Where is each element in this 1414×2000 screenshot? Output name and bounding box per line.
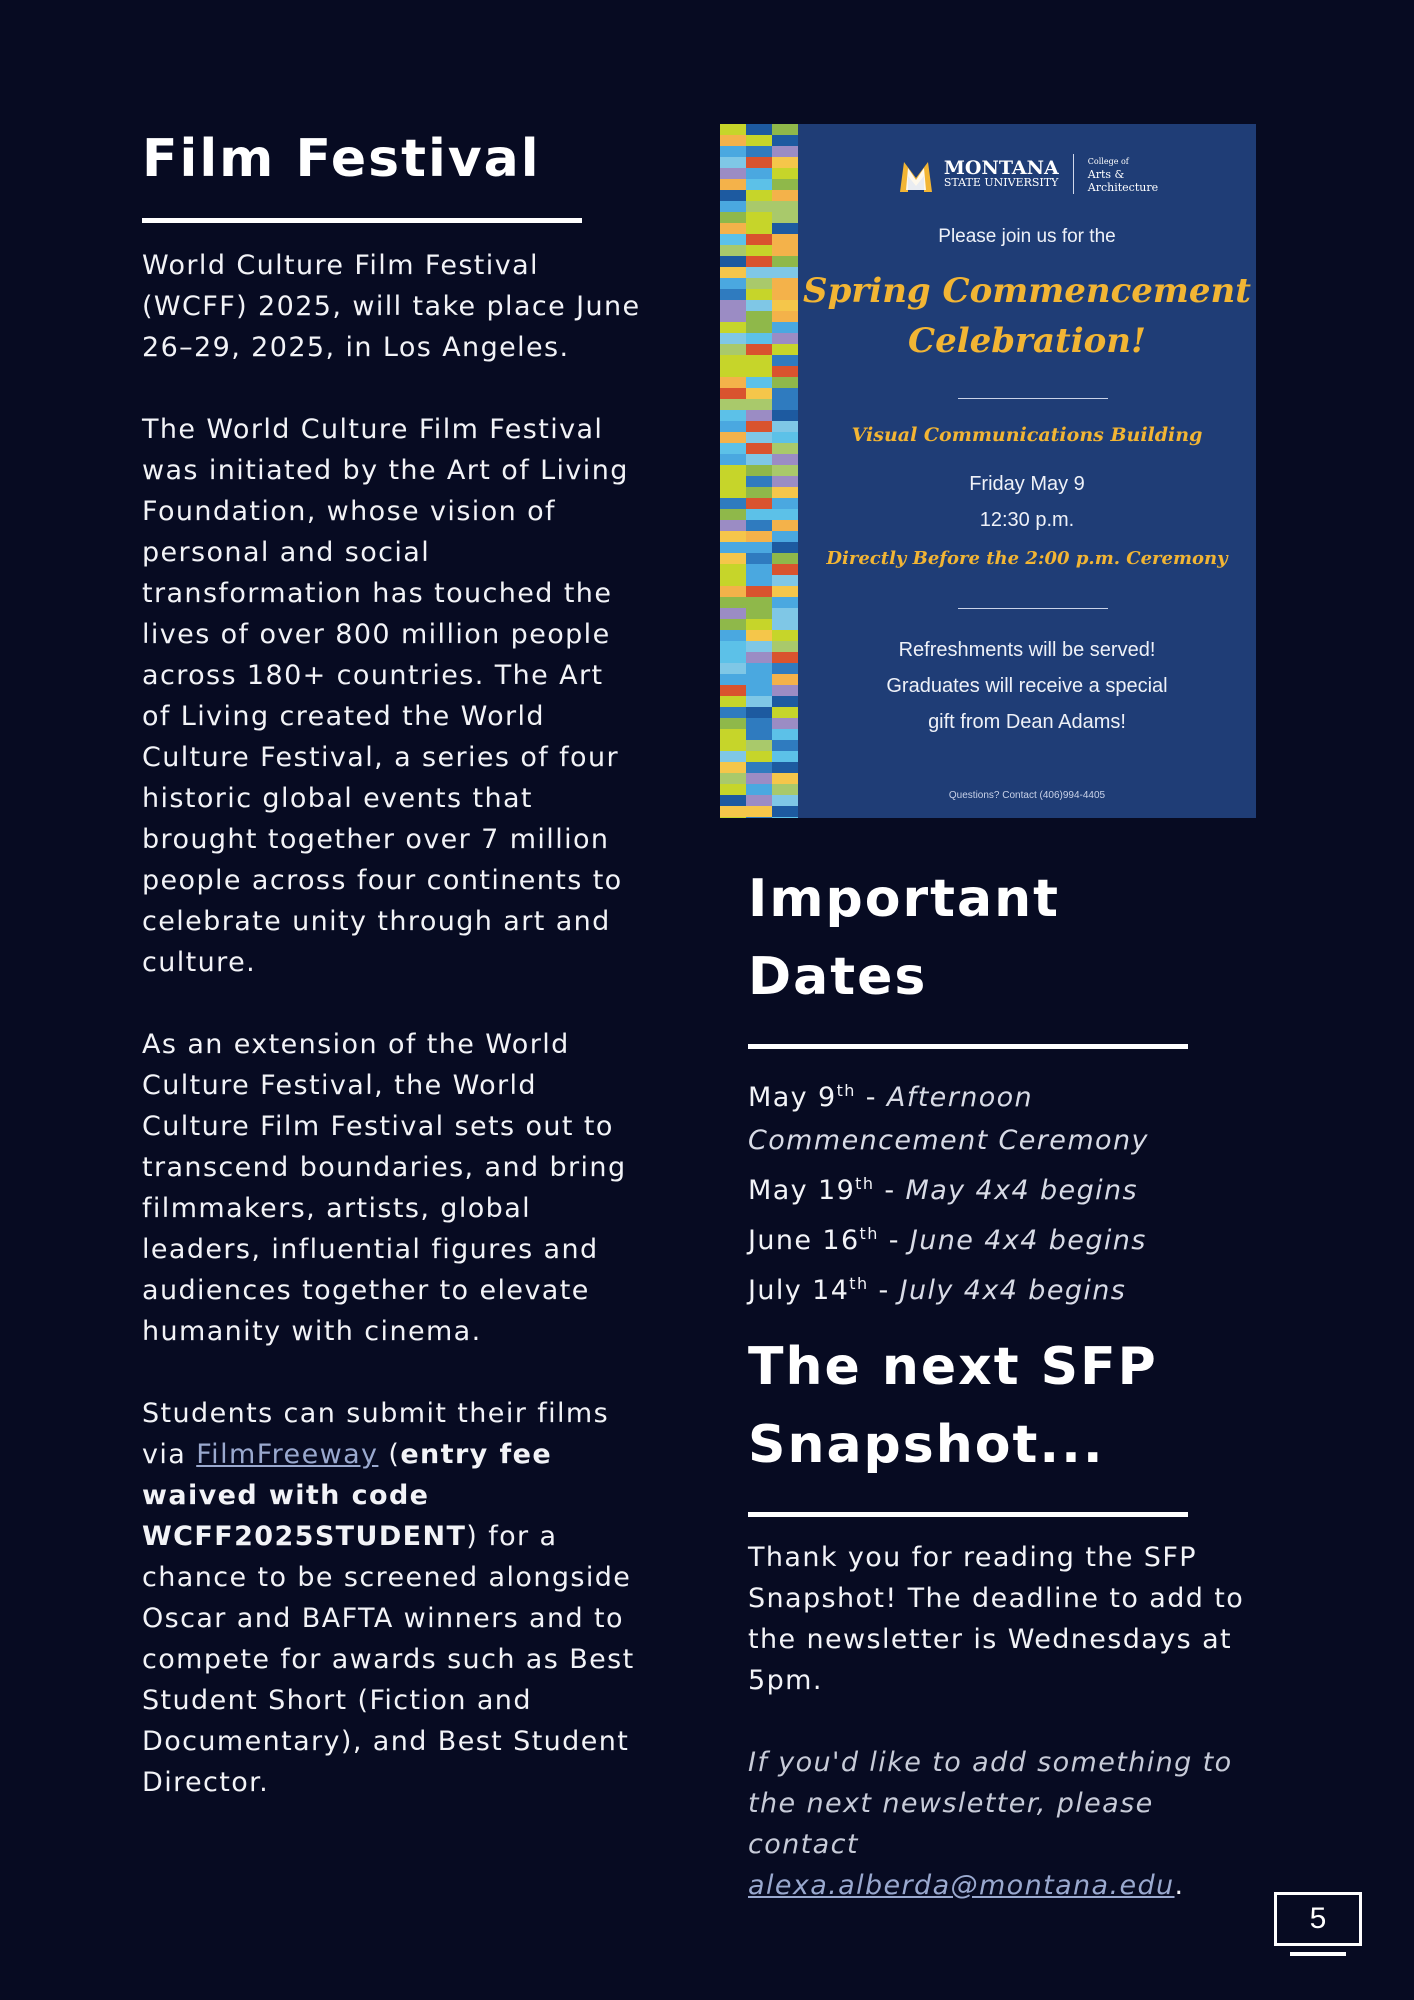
date-separator: - (855, 1082, 887, 1113)
heading-divider (142, 218, 582, 223)
snapshot-heading-line-2: Snapshot... (748, 1415, 1105, 1475)
snapshot-thanks: Thank you for reading the SFP Snapshot! The deadline to add to the newsletter is Wednesdays at 5pm. (748, 1542, 1245, 1696)
flyer-title-line-2: Celebration! (908, 321, 1146, 361)
page-number-underline (1290, 1952, 1346, 1956)
logo-university-sub: STATE UNIVERSITY (943, 176, 1059, 189)
date-suffix: th (855, 1174, 875, 1193)
msu-logo (798, 154, 1256, 194)
flyer-title-line-1: Spring Commencement (803, 271, 1251, 311)
logo-university-name: MONTANA (943, 157, 1059, 179)
date-event: July 4x4 begins (899, 1275, 1127, 1306)
important-dates-list (748, 1069, 1268, 1312)
flyer-contact: Questions? Contact (406)994-4405 (948, 790, 1106, 801)
snapshot-note-text: If you'd like to add something to the next newsletter, please contact (748, 1747, 1233, 1860)
date-suffix: th (836, 1081, 856, 1100)
snapshot-divider (748, 1512, 1188, 1517)
date-label: June 16 (748, 1225, 860, 1256)
flyer-location: Visual Communications Building (851, 424, 1203, 446)
date-label: May 9 (748, 1082, 837, 1113)
submit-text: Students can submit their films via (142, 1398, 610, 1470)
flyer-day: Friday May 9 (969, 473, 1085, 495)
film-paragraph-2: The World Culture Film Festival was initiated by the Art of Living Foundation, whose vision of personal and social transformation has touched the lives of over 800 million people across 180+ countries. The Art of Living created the World Culture Festival, a series of four historic global events that brought together over 7 million people across four continents to celebrate unity through art and culture. (142, 414, 629, 978)
flyer-divider-bottom (958, 608, 1108, 609)
flyer-invite: Please join us for the (938, 226, 1116, 247)
flyer-content (798, 124, 1256, 818)
contact-email-link[interactable]: alexa.alberda@montana.edu (748, 1870, 1175, 1901)
flyer-divider-top (958, 398, 1108, 399)
date-separator: - (878, 1225, 910, 1256)
fee-waiver-text: entry fee waived with code WCFF2025STUDENT (142, 1439, 553, 1552)
flyer-before-ceremony: Directly Before the 2:00 p.m. Ceremony (826, 548, 1228, 569)
date-item (748, 1162, 1268, 1212)
date-label: May 19 (748, 1175, 856, 1206)
logo-college-arts: Arts & (1087, 167, 1125, 181)
logo-divider (1073, 154, 1074, 194)
date-event: May 4x4 begins (905, 1175, 1138, 1206)
commencement-flyer (720, 124, 1256, 818)
date-separator: - (874, 1175, 906, 1206)
msu-m-logo-icon (896, 154, 936, 194)
date-separator: - (868, 1275, 900, 1306)
paren-open: ( (378, 1439, 401, 1470)
logo-college-arch: Architecture (1087, 180, 1159, 194)
submit-text-end: ) for a chance to be screened alongside Oscar and BAFTA winners and to compete for awards such as Best Student Short (Fiction and Documentary), and Best Student Director. (142, 1521, 635, 1798)
dates-divider (748, 1044, 1188, 1049)
film-festival-heading: Film Festival (142, 129, 541, 189)
date-suffix: th (859, 1224, 879, 1243)
logo-college-of: College of (1087, 156, 1129, 166)
date-label: July 14 (748, 1275, 850, 1306)
right-column (748, 860, 1268, 1906)
date-event: June 4x4 begins (909, 1225, 1147, 1256)
film-paragraph-1: World Culture Film Festival (WCFF) 2025, will take place June 26–29, 2025, in Los Angeles. (142, 250, 641, 363)
important-dates-heading-line-1: Important (748, 869, 1060, 929)
date-item (748, 1212, 1268, 1262)
date-event: Afternoon Commencement Ceremony (748, 1082, 1149, 1156)
flyer-refresh-3: gift from Dean Adams! (928, 711, 1126, 733)
color-block-strip (720, 124, 798, 818)
snapshot-note-period: . (1174, 1870, 1185, 1901)
flyer-datetime (798, 466, 1256, 538)
filmfreeway-link[interactable]: FilmFreeway (196, 1439, 379, 1470)
snapshot-heading (748, 1328, 1268, 1484)
film-festival-section (142, 120, 642, 1803)
important-dates-heading-line-2: Dates (748, 947, 928, 1007)
flyer-time: 12:30 p.m. (979, 509, 1075, 531)
date-item (748, 1069, 1268, 1162)
flyer-refresh-2: Graduates will receive a special (886, 675, 1168, 697)
flyer-title (798, 266, 1256, 366)
film-paragraph-4 (142, 1393, 642, 1803)
important-dates-heading (748, 860, 1268, 1016)
flyer-refresh-1: Refreshments will be served! (898, 639, 1156, 661)
snapshot-note (748, 1742, 1268, 1906)
film-paragraph-3: As an extension of the World Culture Festival, the World Culture Film Festival sets out to transcend boundaries, and bring filmmakers, artists, global leaders, influential figures and audiences together to elevate humanity with cinema. (142, 1029, 627, 1347)
date-item (748, 1262, 1268, 1312)
snapshot-heading-line-1: The next SFP (748, 1337, 1158, 1397)
page-number: 5 (1274, 1892, 1362, 1946)
date-suffix: th (849, 1274, 869, 1293)
flyer-refreshments (798, 632, 1256, 740)
